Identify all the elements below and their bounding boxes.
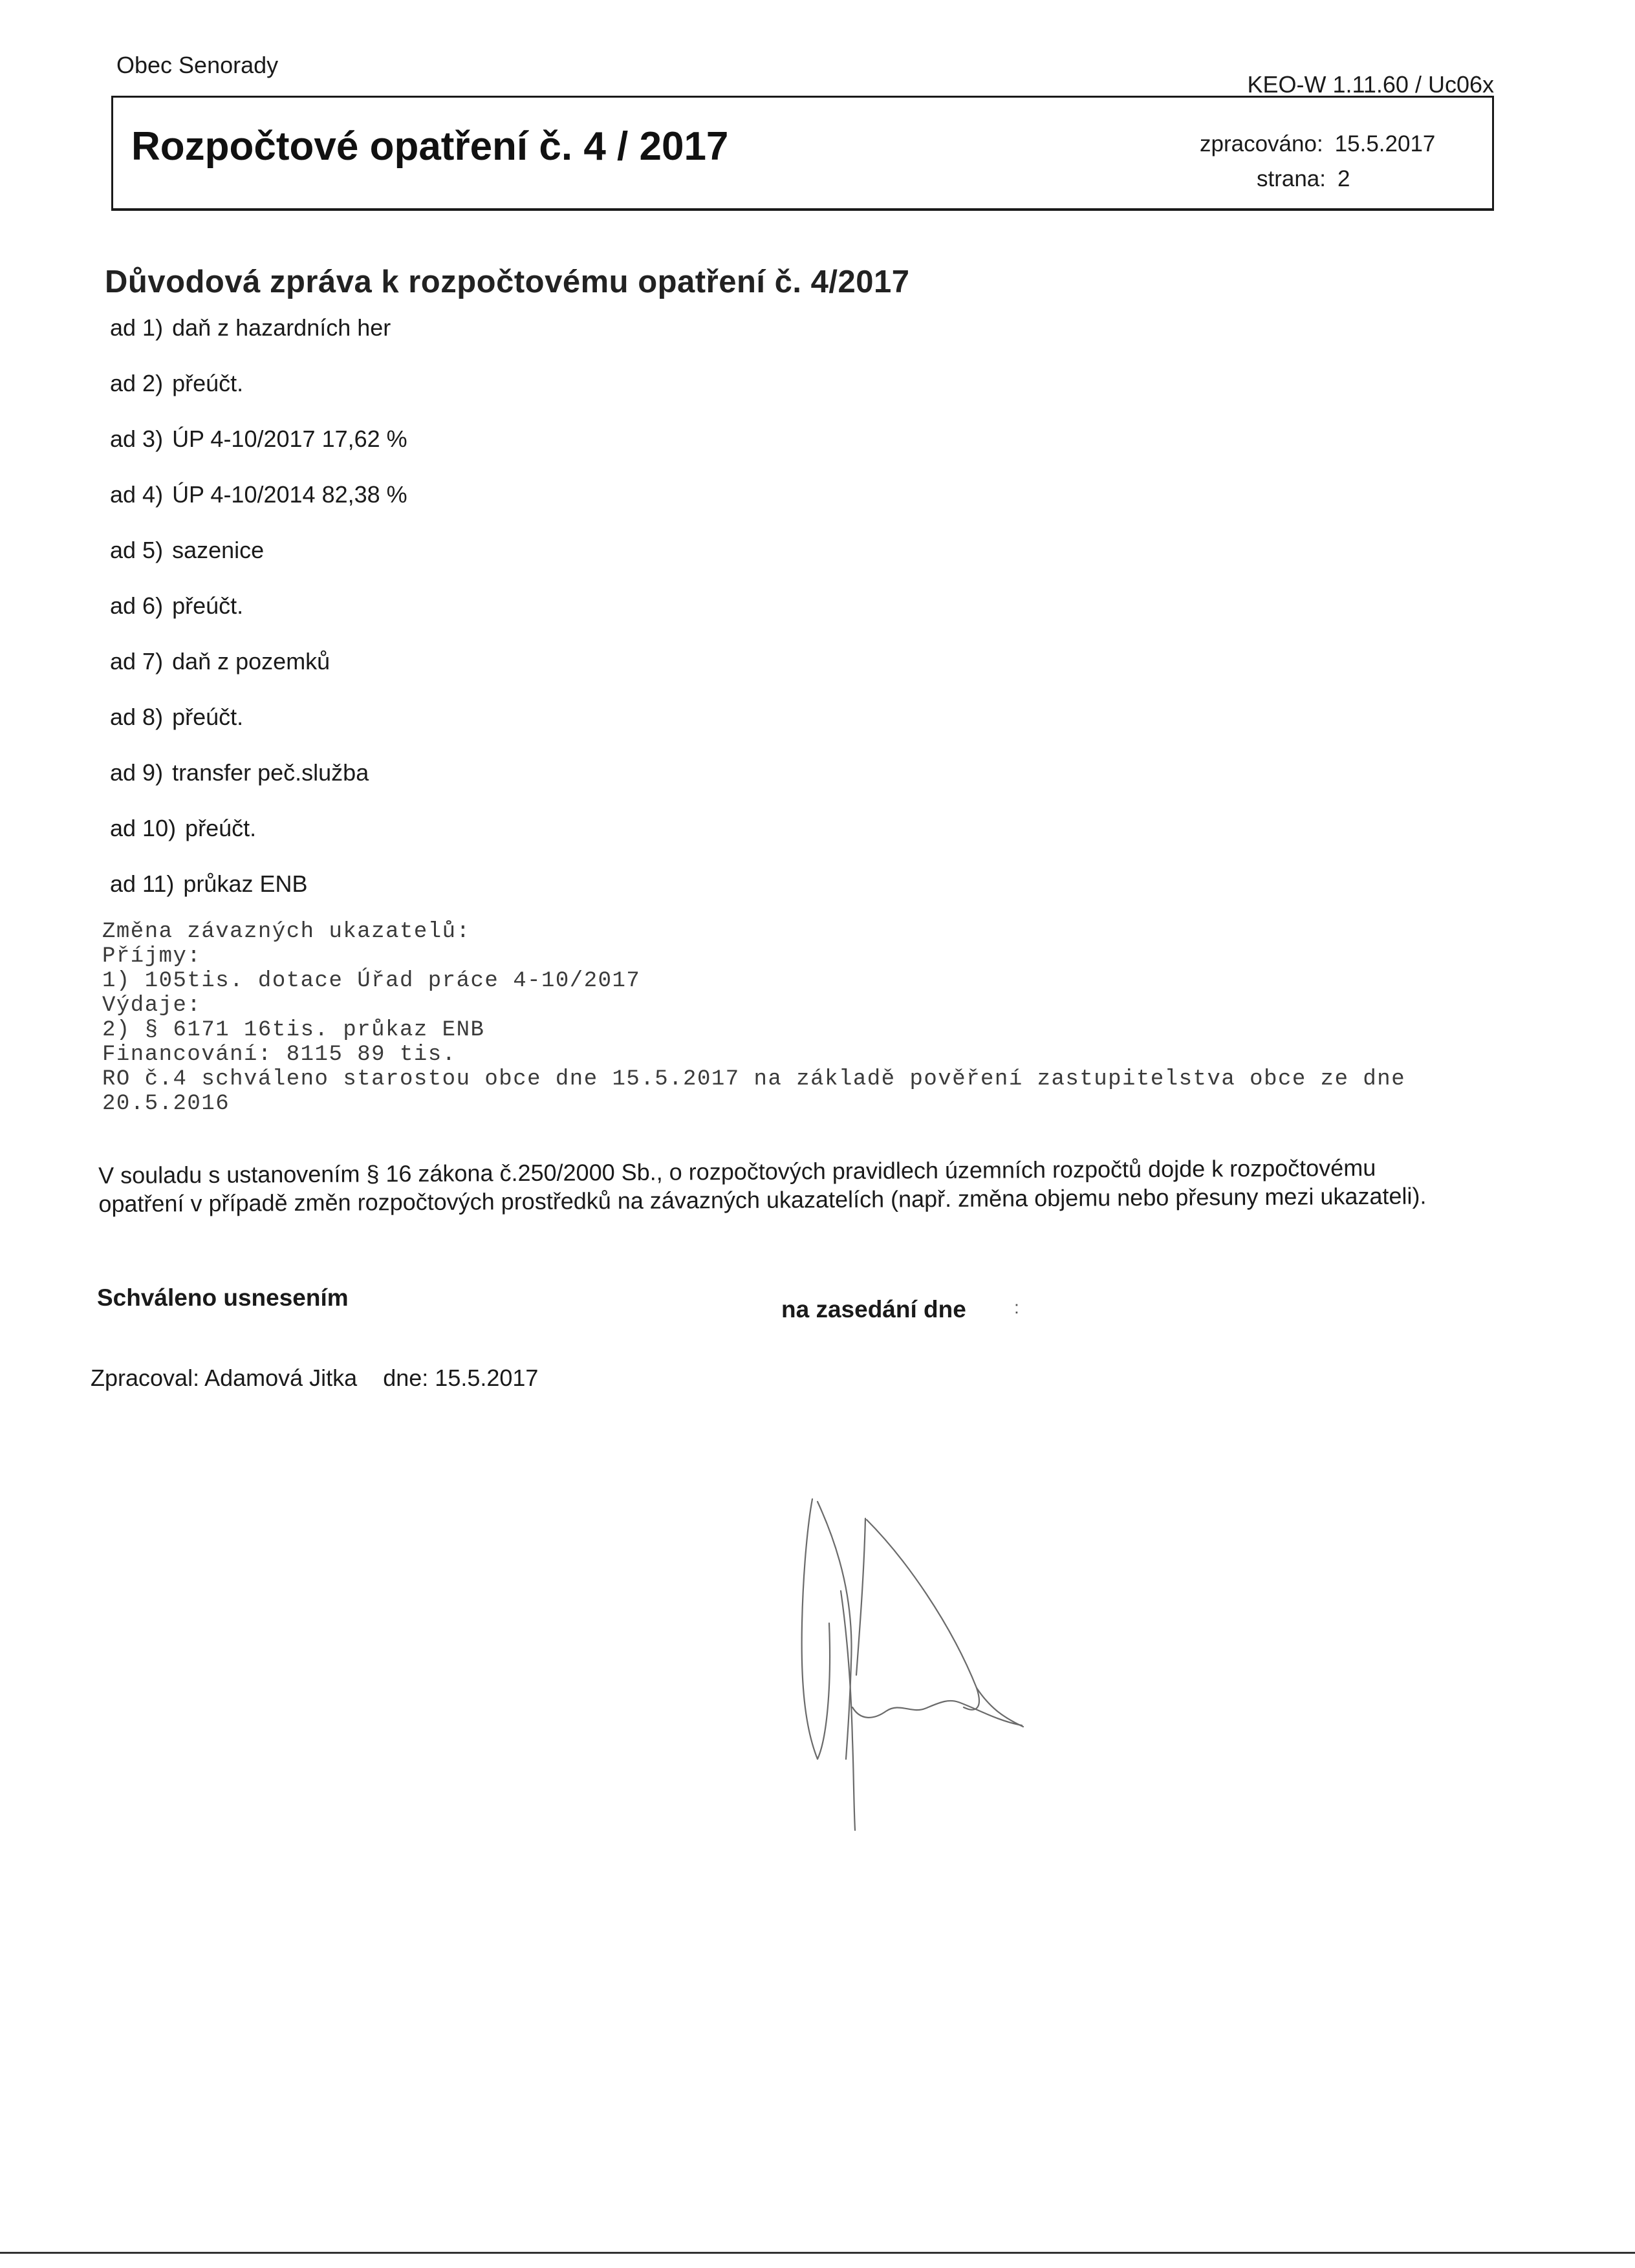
signature-stroke — [852, 1701, 1022, 1725]
prepared-date-label: dne: — [383, 1365, 429, 1391]
signature-stroke — [977, 1688, 1023, 1727]
item-text: ÚP 4-10/2017 17,62 % — [172, 426, 407, 452]
list-item — [110, 426, 407, 453]
signature-stroke — [817, 1502, 852, 1759]
mono-line: 1) 105tis. dotace Úřad práce 4-10/2017 — [102, 969, 641, 993]
item-text: přeúčt. — [172, 704, 244, 730]
processed-date-row — [1200, 131, 1435, 157]
list-item — [110, 370, 243, 397]
item-text: transfer peč.služba — [172, 759, 369, 786]
organization-name: Obec Senorady — [116, 52, 279, 78]
list-item — [110, 759, 369, 786]
item-text: průkaz ENB — [183, 870, 308, 897]
processed-label: zpracováno: — [1200, 131, 1323, 157]
list-item — [110, 648, 330, 675]
list-item — [110, 592, 243, 620]
mono-line: Změna závazných ukazatelů: — [102, 920, 471, 944]
item-text: přeúčt. — [172, 592, 244, 619]
item-number: ad 5) — [110, 537, 164, 563]
mono-line: RO č.4 schváleno starostou obce dne 15.5.2017 na základě pověření zastupitelstva obce ze dne — [102, 1067, 1406, 1092]
item-text: daň z hazardních her — [172, 314, 391, 341]
item-number: ad 8) — [110, 704, 164, 730]
item-number: ad 4) — [110, 481, 164, 508]
list-item — [110, 870, 307, 898]
signature-stroke — [802, 1499, 830, 1759]
item-number: ad 9) — [110, 759, 164, 786]
item-number: ad 1) — [110, 314, 164, 341]
page-number-row — [1257, 166, 1350, 192]
signature-icon — [789, 1494, 1061, 1843]
document-header-box — [111, 96, 1494, 211]
item-text: sazenice — [172, 537, 265, 563]
signature-stroke — [856, 1518, 865, 1675]
list-item — [110, 537, 264, 564]
item-number: ad 3) — [110, 426, 164, 452]
mono-line: 20.5.2016 — [102, 1092, 230, 1116]
processed-date: 15.5.2017 — [1334, 131, 1436, 157]
signature-stroke — [867, 1520, 979, 1710]
mono-line: Výdaje: — [102, 993, 202, 1018]
prepared-label: Zpracoval: — [91, 1365, 200, 1391]
report-heading: Důvodová zpráva k rozpočtovému opatření č. 4/2017 — [105, 265, 910, 299]
mono-line: Příjmy: — [102, 944, 202, 969]
resolution-label: Schváleno usnesením — [97, 1284, 349, 1311]
document-title: Rozpočtové opatření č. 4 / 2017 — [131, 124, 729, 169]
legal-paragraph: V souladu s ustanovením § 16 zákona č.250/2000 Sb., o rozpočtových pravidlech územních rozpočtů dojde k rozpočtovému opatření v případě změn rozpočtových prostředků na závazných ukazatelích (např. změna objemu nebo přesuny mezi ukazateli). — [98, 1154, 1427, 1217]
item-number: ad 6) — [110, 592, 164, 619]
list-item — [110, 704, 243, 731]
software-version: KEO-W 1.11.60 / Uc06x — [1247, 71, 1494, 98]
prepared-by-row — [91, 1365, 538, 1392]
binding-indicators-block — [102, 920, 1405, 1116]
item-number: ad 2) — [110, 370, 164, 396]
mono-line: Financování: 8115 89 tis. — [102, 1042, 457, 1067]
prepared-date: 15.5.2017 — [435, 1365, 539, 1391]
page-label: strana: — [1257, 166, 1326, 191]
list-item — [110, 314, 391, 341]
prepared-name: Adamová Jitka — [204, 1365, 358, 1391]
page-bottom-rule — [0, 2252, 1635, 2254]
item-number: ad 10) — [110, 815, 177, 841]
meeting-date-mark: : — [1014, 1297, 1019, 1317]
mono-line: 2) § 6171 16tis. průkaz ENB — [102, 1018, 485, 1042]
page-number: 2 — [1337, 166, 1350, 191]
item-text: ÚP 4-10/2014 82,38 % — [172, 481, 407, 508]
meeting-label: na zasedání dne — [781, 1296, 966, 1323]
list-item — [110, 481, 407, 508]
item-text: přeúčt. — [185, 815, 257, 841]
item-text: daň z pozemků — [172, 648, 330, 675]
signature-stroke — [841, 1591, 855, 1830]
item-text: přeúčt. — [172, 370, 244, 396]
list-item — [110, 815, 256, 842]
item-number: ad 7) — [110, 648, 164, 675]
item-number: ad 11) — [110, 870, 175, 897]
